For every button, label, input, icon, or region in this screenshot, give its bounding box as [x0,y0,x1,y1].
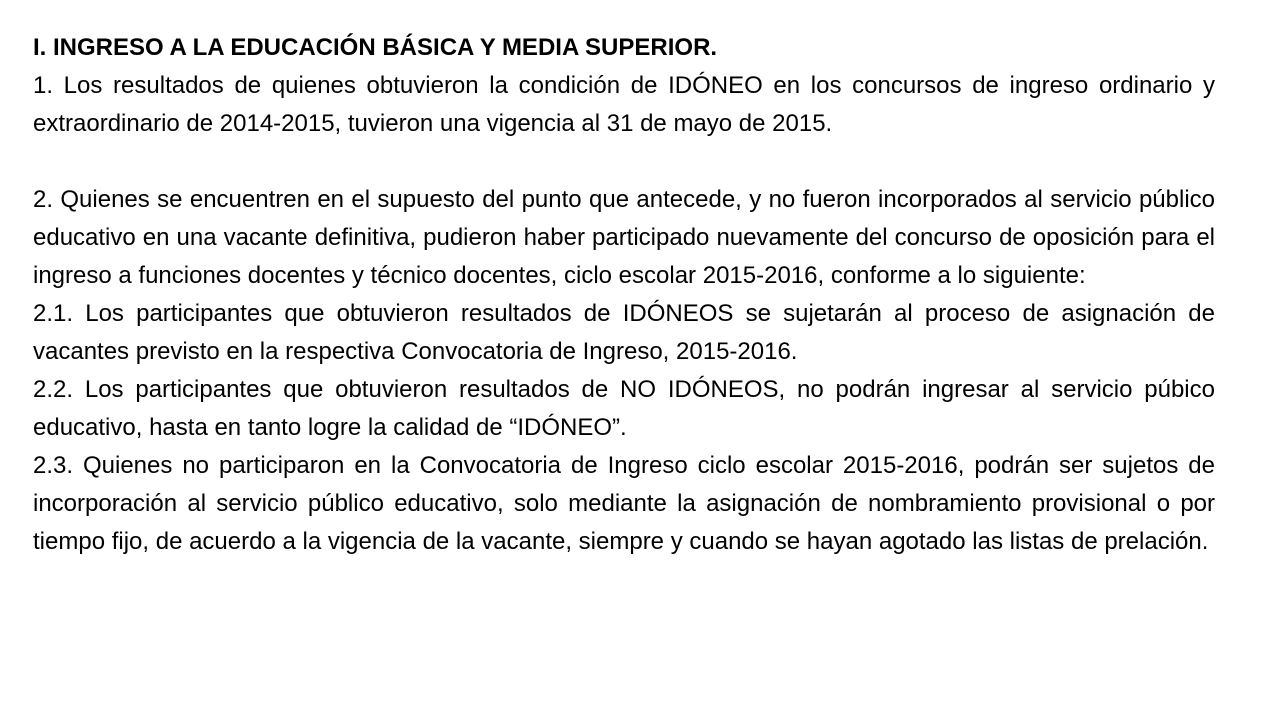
paragraph-spacer [33,143,1215,181]
paragraph-1: 1. Los resultados de quienes obtuvieron la condición de IDÓNEO en los concursos de ingreso ordinario y extraordinario de 2014-2015, tuvieron una vigencia al 31 de mayo de 2015. [33,72,1215,137]
section-heading: I. INGRESO A LA EDUCACIÓN BÁSICA Y MEDIA SUPERIOR. [33,34,718,61]
paragraph-2-1: 2.1. Los participantes que obtuvieron resultados de IDÓNEOS se sujetarán al proceso de asignación de vacantes previsto en la respectiva Convocatoria de Ingreso, 2015-2016. [33,300,1215,365]
paragraph-2-3: 2.3. Quienes no participaron en la Convocatoria de Ingreso ciclo escolar 2015-2016, podrán ser sujetos de incorporación al servicio público educativo, solo mediante la asignación de nombramiento provisional o por tiempo fijo, de acuerdo a la vigencia de la vacante, siempre y cuando se hayan agotado las listas de prelación. [33,452,1215,555]
slide-text-body [33,29,1215,561]
paragraph-2: 2. Quienes se encuentren en el supuesto del punto que antecede, y no fueron incorporados al servicio público educativo en una vacante definitiva, pudieron haber participado nuevamente del concurso de oposición para el ingreso a funciones docentes y técnico docentes, ciclo escolar 2015-2016, conforme a lo siguiente: [33,186,1215,289]
paragraph-2-2: 2.2. Los participantes que obtuvieron resultados de NO IDÓNEOS, no podrán ingresar al servicio púbico educativo, hasta en tanto logre la calidad de “IDÓNEO”. [33,376,1215,441]
